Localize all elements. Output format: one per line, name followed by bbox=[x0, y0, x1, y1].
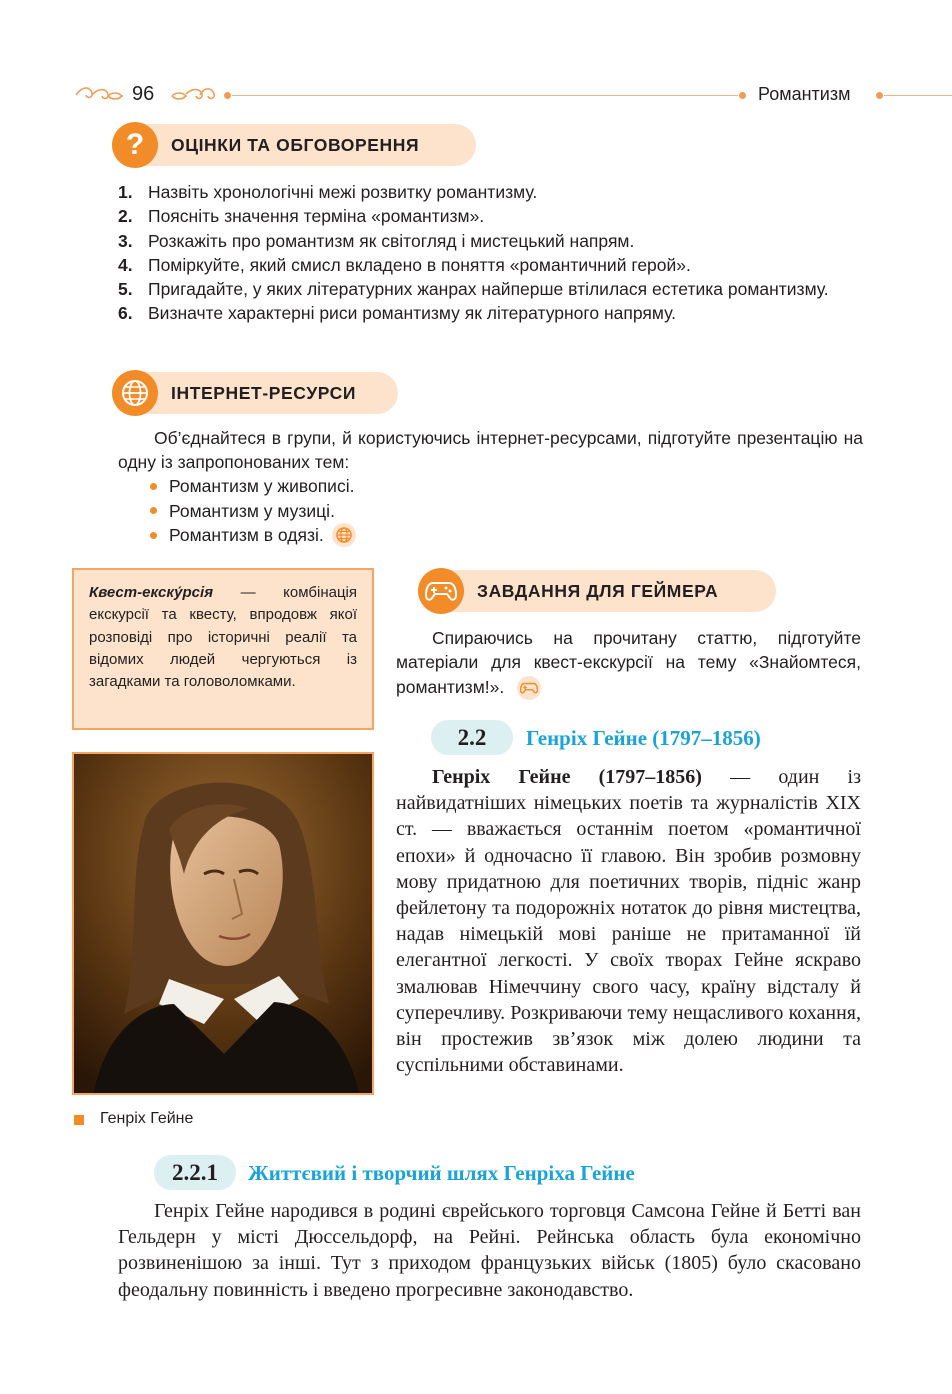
topic-list bbox=[150, 474, 356, 548]
chapter-title: Романтизм bbox=[758, 84, 851, 104]
list-item bbox=[150, 523, 356, 548]
gamer-heading bbox=[418, 570, 776, 612]
list-item bbox=[118, 253, 863, 277]
topic-text: Романтизм у живописі. bbox=[169, 476, 355, 496]
list-item bbox=[150, 474, 356, 499]
header-rule bbox=[884, 95, 952, 96]
header-dot bbox=[224, 92, 231, 99]
gamer-text bbox=[396, 626, 861, 700]
gamepad-icon bbox=[517, 676, 541, 700]
header-rule bbox=[232, 95, 738, 96]
item-text: Пригадайте, у яких літературних жанрах найперше втілилася естетика романтизму. bbox=[148, 279, 829, 300]
subsection-number: 2.2.1 bbox=[154, 1155, 236, 1190]
internet-intro: Об’єднайтеся в групи, й користуючись інтернет-ресурсами, підготуйте презентацію на одну із запропонованих тем: bbox=[118, 428, 863, 473]
globe-icon bbox=[332, 523, 356, 547]
bullet bbox=[150, 507, 157, 514]
definition-box bbox=[72, 568, 374, 730]
gamer-title: ЗАВДАННЯ ДЛЯ ГЕЙМЕРА bbox=[477, 580, 719, 601]
definition-term: Квест-екску́рсія bbox=[89, 584, 214, 601]
gamepad-icon bbox=[418, 568, 464, 614]
item-text: Визначте характерні риси романтизму як літературного напряму. bbox=[148, 303, 676, 324]
item-number: 4. bbox=[118, 254, 133, 275]
page-number: 96 bbox=[132, 83, 155, 105]
list-item bbox=[118, 180, 863, 204]
body-text: — один із найвидатніших німецьких поетів та журналістів XIX ст. — вважається останнім поетом «романтичної епохи» й одночасно її главою. Він зробив розмовну мову придатною для поетичних творів, підніс жанр фейлетону та подорожніх нотаток до рівня мистецтва, надав німецькій мові раніше не притаманної їй елегантної легкості. У своїх творах Гейне яскраво змалював Німеччину свого часу, країну відсталу й суперечливу. Розкриваючи тему нещасливого кохання, він простежив зв’язок між долею людини та суспільними обставинами. bbox=[396, 766, 862, 1077]
globe-icon bbox=[112, 370, 158, 416]
portrait-painting bbox=[74, 754, 372, 1093]
caption-marker bbox=[74, 1115, 84, 1125]
list-item bbox=[150, 499, 356, 524]
assessment-heading bbox=[112, 124, 476, 166]
gamer-text-content: Спираючись на прочитану статтю, підготуйте матеріали для квест-екскурсії на тему «Знайомтеся, романтизм!». bbox=[396, 628, 861, 697]
assessment-title: ОЦІНКИ ТА ОБГОВОРЕННЯ bbox=[171, 134, 420, 155]
item-number: 1. bbox=[118, 182, 133, 202]
item-number: 5. bbox=[118, 279, 133, 300]
topic-text: Романтизм у музиці. bbox=[169, 500, 335, 521]
list-item bbox=[118, 277, 863, 301]
bullet bbox=[150, 532, 157, 539]
header-dot bbox=[739, 92, 746, 99]
item-number: 3. bbox=[118, 230, 133, 251]
item-text: Поміркуйте, який смисл вкладено в поняття «романтичний герой». bbox=[148, 254, 691, 275]
list-item bbox=[118, 229, 863, 253]
section-number: 2.2 bbox=[431, 720, 513, 755]
item-text: Назвіть хронологічні межі розвитку романтизму. bbox=[148, 182, 538, 202]
question-list bbox=[118, 180, 863, 326]
internet-heading bbox=[112, 372, 398, 414]
subsection-body: Генріх Гейне народився в родині єврейського торговця Самсона Гейне й Бетті ван Гельдерн у місті Дюссельдорф, на Рейні. Рейнська область була економічно розвиненішою за інші. Тут з приходом французьких військ (1805) було скасовано феодальну повинність і введено прогресивне законодавство. bbox=[118, 1200, 861, 1301]
body-lead: Генріх Гейне (1797–1856) bbox=[432, 766, 702, 788]
item-text: Поясніть значення терміна «романтизм». bbox=[148, 206, 485, 227]
item-number: 6. bbox=[118, 303, 133, 324]
question-mark-icon: ? bbox=[112, 122, 158, 168]
bullet bbox=[150, 483, 157, 490]
internet-title: ІНТЕРНЕТ-РЕСУРСИ bbox=[171, 382, 357, 403]
topic-text: Романтизм в одязі. bbox=[169, 525, 324, 545]
item-number: 2. bbox=[118, 206, 133, 227]
portrait-caption: Генріх Гейне bbox=[100, 1110, 194, 1127]
section-title: Генріх Гейне (1797–1856) bbox=[526, 726, 761, 750]
left-ornament-icon bbox=[74, 84, 124, 106]
portrait-image bbox=[72, 752, 374, 1095]
item-text: Розкажіть про романтизм як світогляд і мистецький напрям. bbox=[148, 230, 635, 251]
list-item bbox=[118, 301, 863, 325]
definition-text: — комбінація екскурсії та квесту, впродовж якої розповіді про історичні реалії та відомих людей чергуються із загадками та головоломками. bbox=[89, 584, 357, 691]
subsection-title: Життєвий і творчий шлях Генріха Гейне bbox=[248, 1161, 635, 1185]
list-item bbox=[118, 204, 863, 228]
header-dot bbox=[876, 92, 883, 99]
right-ornament-icon bbox=[170, 84, 216, 106]
section-body bbox=[396, 764, 861, 1078]
